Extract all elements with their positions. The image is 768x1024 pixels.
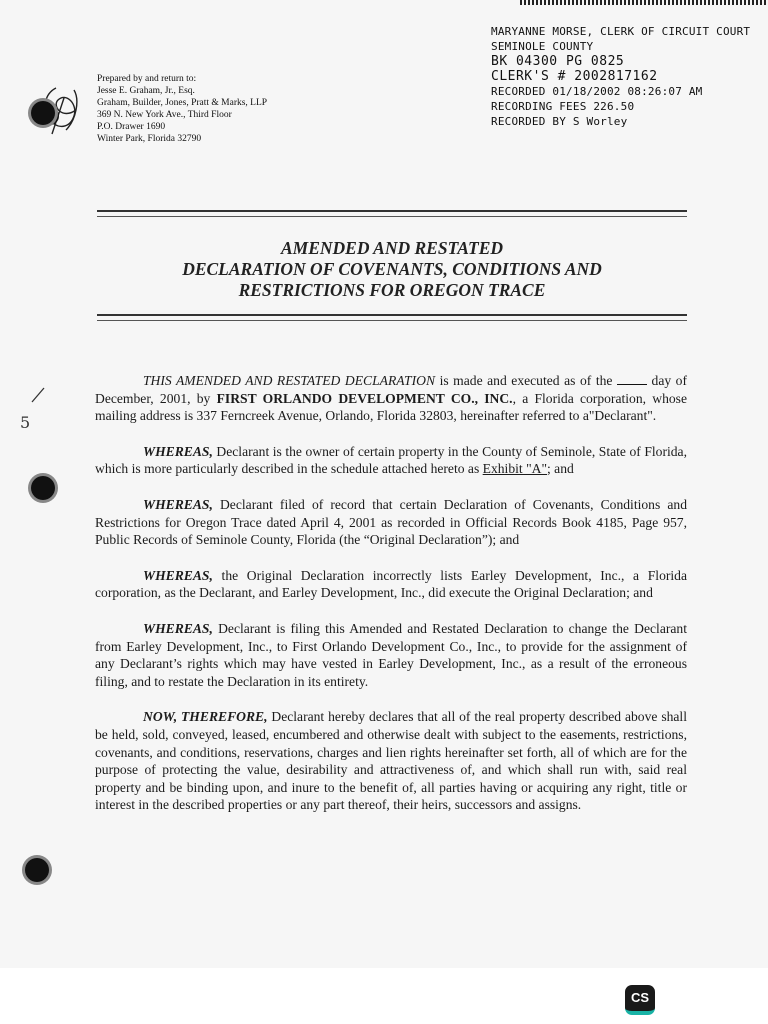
now-therefore-text: Declarant hereby declares that all of the real property described above shall be held, sold, conveyed, leased, encumbered and otherwise dealt with subject to the easements, restrictions, covenants, and conditions, reservations, charges and lien rights hereinafter set forth, all of which are for the purpose of protecting the value, desirability and attractiveness of, and which shall run with, said real property and be binding upon, and inure to the benefit of, all parties having or acquiring any right, title or interest in the described properties or any part thereof, their heirs, successors and assigns. (95, 709, 687, 813)
exhibit-reference: Exhibit "A" (482, 461, 547, 477)
whereas-2-text: Declarant filed of record that certain Declaration of Covenants, Conditions and Restrictions for Oregon Trace dated April 4, 2001 as recorded in Official Records Book 4185, Page 957, Public Records of Seminole County, Florida (the “Original Declaration”); and (95, 496, 687, 548)
recording-county: SEMINOLE COUNTY (491, 40, 594, 53)
recording-book-page: BK 04300 PG 0825 (491, 54, 625, 69)
recording-date: RECORDED 01/18/2002 08:26:07 AM (491, 85, 703, 98)
recording-by: RECORDED BY S Worley (491, 115, 628, 128)
whereas-2-lead: WHEREAS, (143, 496, 213, 512)
recording-fees: RECORDING FEES 226.50 (491, 100, 635, 113)
paragraph-whereas-3 (95, 567, 687, 602)
now-therefore-lead: NOW, THEREFORE, (143, 709, 268, 725)
intro-company: FIRST ORLANDO DEVELOPMENT CO., INC. (216, 390, 513, 406)
date-blank (617, 373, 647, 385)
intro-text-1: is made and executed as of the (435, 373, 617, 388)
intro-lead: THIS AMENDED AND RESTATED DECLARATION (143, 373, 436, 388)
preparer-street: 369 N. New York Ave., Third Floor (97, 110, 232, 120)
document-title (97, 238, 687, 301)
preparer-firm: Graham, Builder, Jones, Pratt & Marks, LLP (97, 98, 268, 108)
recording-stamp (491, 24, 761, 129)
whereas-4-lead: WHEREAS, (143, 620, 213, 636)
document-body (95, 372, 687, 832)
paragraph-whereas-2 (95, 496, 687, 549)
title-line-3: RESTRICTIONS FOR OREGON TRACE (238, 280, 546, 300)
preparer-city: Winter Park, Florida 32790 (97, 134, 202, 144)
bottom-title-rule (97, 314, 687, 321)
preparer-heading: Prepared by and return to: (97, 74, 197, 84)
whereas-3-lead: WHEREAS, (143, 567, 213, 583)
preparer-po: P.O. Drawer 1690 (97, 122, 166, 132)
paragraph-intro (95, 372, 687, 425)
whereas-1-tail: ; and (547, 461, 574, 477)
intro-text-3: , a Florida corporation, whose mailing address is 337 Ferncreek Avenue, Orlando, Florida 32803, hereinafter referred to a"Declarant". (95, 390, 687, 424)
whereas-4-text: Declarant is filing this Amended and Restated Declaration to change the Declarant from Earley Development, Inc., to First Orlando Development Co., Inc., to provide for the assignment of any Declarant’s rights which may have vested in Earley Development, Inc., as a result of the erroneous filing, and to restate the Declaration in its entirety. (95, 620, 687, 689)
intro-text-2: day of December, 2001, by (95, 373, 687, 406)
whereas-1-text: Declarant is the owner of certain property in the County of Seminole, State of Florida, which is more particularly described in the schedule attached hereto as (95, 443, 687, 477)
paragraph-whereas-4 (95, 620, 687, 690)
top-title-rule (97, 210, 687, 217)
preparer-block (97, 73, 267, 145)
paragraph-whereas-1 (95, 443, 687, 478)
preparer-name: Jesse E. Graham, Jr., Esq. (97, 86, 195, 96)
title-line-1: AMENDED AND RESTATED (280, 238, 504, 258)
camscanner-badge: CS (625, 985, 655, 1015)
title-line-2: DECLARATION OF COVENANTS, CONDITIONS AND (182, 259, 602, 279)
punch-hole-bottom (25, 858, 49, 882)
barcode-strip (520, 0, 768, 5)
punch-hole-middle (31, 476, 55, 500)
recording-clerk-number: CLERK'S # 2002817162 (491, 69, 658, 84)
whereas-3-text: the Original Declaration incorrectly lists Earley Development, Inc., a Florida corporation, as the Declarant, and Earley Development, Inc., did execute the Original Declaration; and (95, 567, 687, 601)
paragraph-now-therefore (95, 708, 687, 814)
recording-clerk: MARYANNE MORSE, CLERK OF CIRCUIT COURT (491, 25, 751, 38)
margin-handwritten-mark (14, 384, 54, 432)
margin-note: 5 (20, 413, 31, 432)
whereas-1-lead: WHEREAS, (143, 443, 213, 459)
punch-hole-top (31, 101, 55, 125)
